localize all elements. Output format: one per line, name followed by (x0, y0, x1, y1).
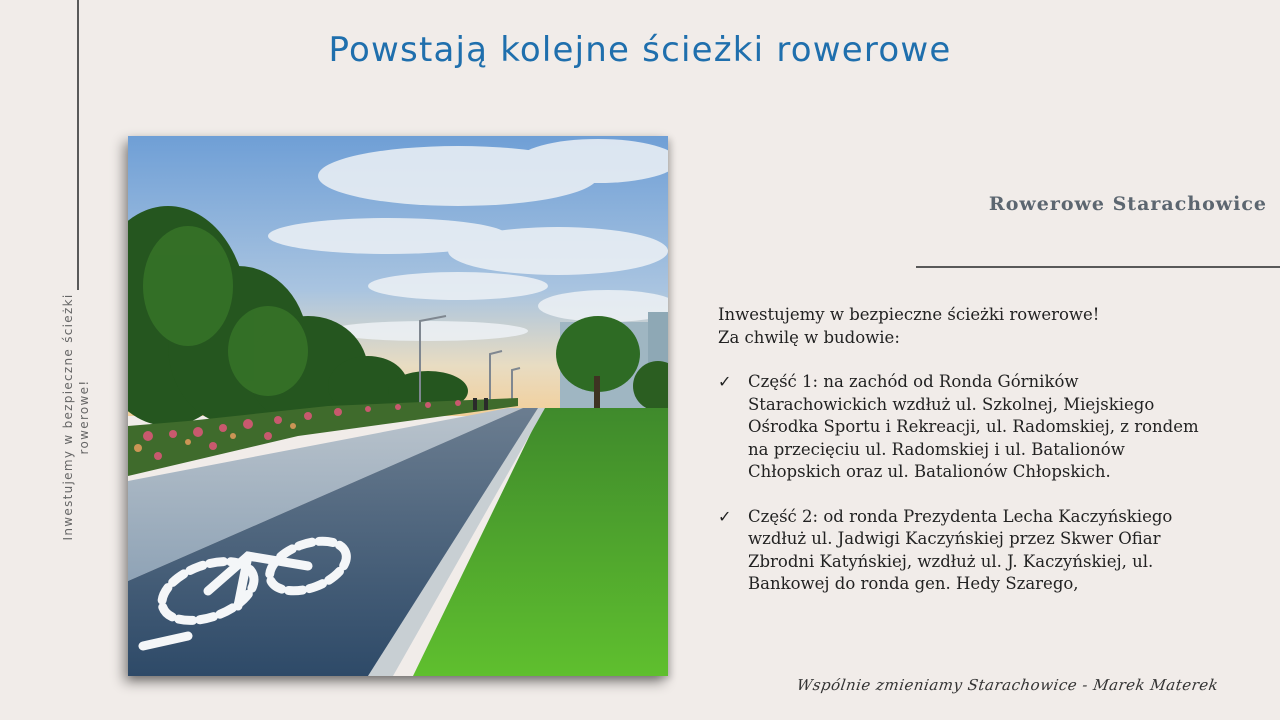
list-item-text: Część 2: od ronda Prezydenta Lecha Kaczyńskiego wzdłuż ul. Jadwigi Kaczyńskiej przez Skwer Ofiar Zbrodni Katyńskiej, wzdłuż ul. J. Kaczyńskiej, ul. Bankowej do ronda gen. Hedy Szarego, (748, 506, 1173, 593)
page-title: Powstają kolejne ścieżki rowerowe (328, 30, 952, 70)
intro-line: Inwestujemy w bezpieczne ścieżki rowerowe! (718, 305, 1100, 324)
footer-signature: Wspólnie zmieniamy Starachowice - Marek Materek (795, 676, 1220, 694)
check-icon: ✓ (718, 506, 732, 526)
check-icon: ✓ (718, 372, 732, 391)
construction-list (718, 371, 1218, 596)
content-block (718, 304, 1218, 618)
section-subtitle: Rowerowe Starachowice (988, 193, 1267, 215)
horizontal-divider (916, 266, 1280, 268)
list-item-text: Część 1: na zachód od Ronda Górników Starachowickich wzdłuż ul. Szkolnej, Miejskiego Ośrodka Sportu i Rekreacji, ul. Radomskiej, z rondem na przecięciu ul. Radomskiej i ul. Batalionów Chłopskich oraz ul. Batalionów Chłopskich. (748, 372, 1199, 481)
list-item (718, 371, 1218, 484)
side-caption: Inwestujemy w bezpieczne ścieżki rowerowe! (61, 293, 91, 541)
intro-line: Za chwilę w budowie: (718, 327, 900, 347)
list-item (718, 506, 1218, 596)
bike-path-photo (128, 136, 668, 676)
